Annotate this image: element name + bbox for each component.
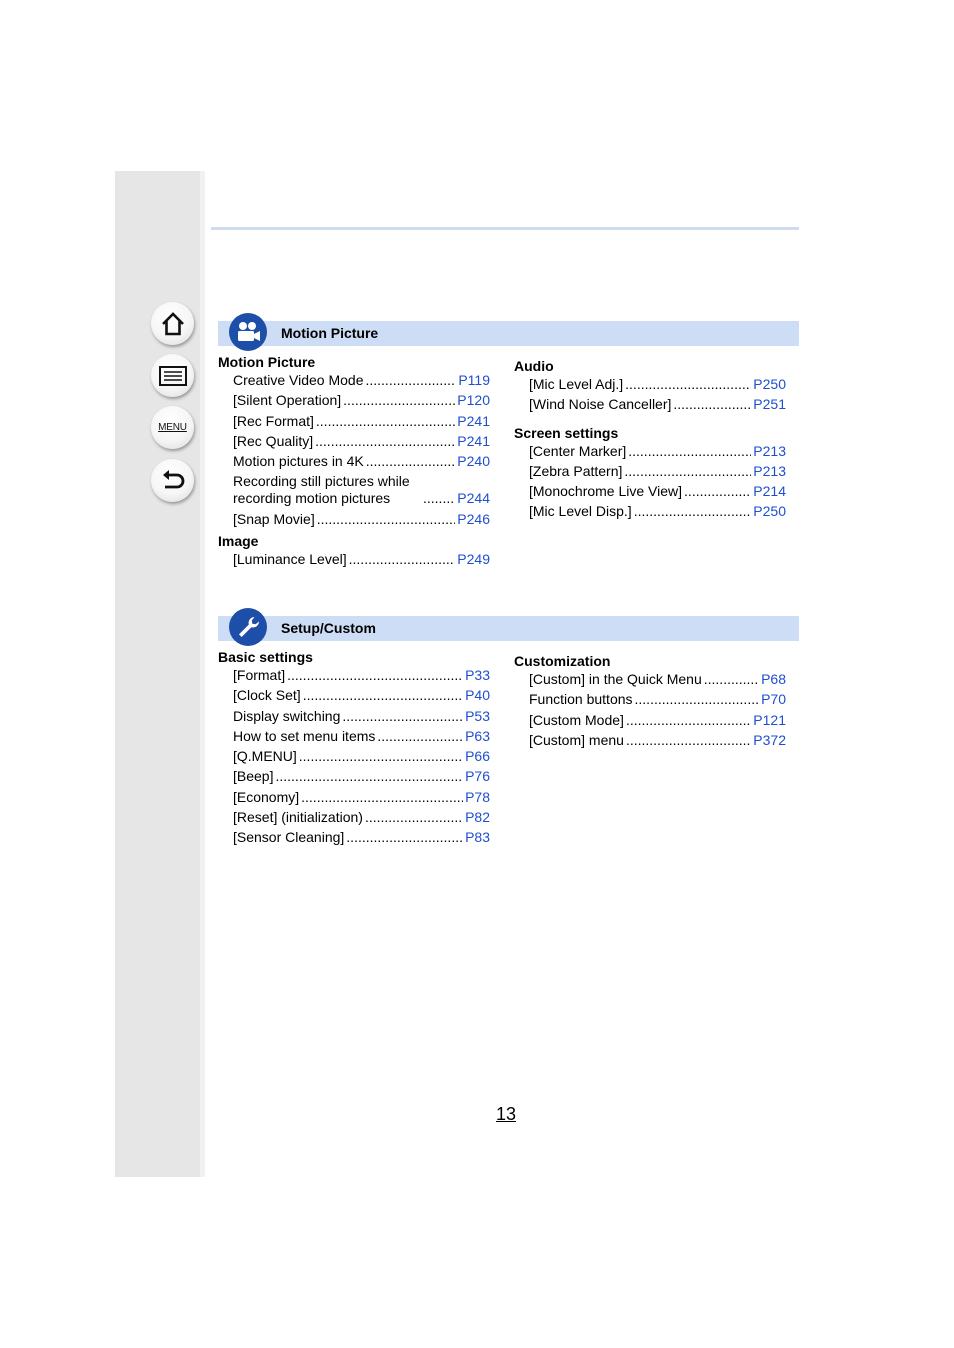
- group-motion-picture: [218, 352, 490, 531]
- page-link[interactable]: P214: [753, 483, 786, 500]
- item-label: [Mic Level Disp.]: [529, 503, 632, 520]
- page-link[interactable]: P78: [465, 788, 490, 805]
- item-label: How to set menu items: [233, 727, 376, 744]
- movie-camera-icon: [229, 313, 267, 351]
- page-link[interactable]: P241: [457, 432, 490, 449]
- leader-dots: [301, 789, 463, 806]
- group-heading: Image: [218, 533, 259, 550]
- setup-custom-left-column: [218, 647, 490, 850]
- leader-dots: [625, 376, 751, 393]
- item-label: [Format]: [233, 667, 286, 683]
- leader-dots: [377, 728, 463, 745]
- leader-dots: [634, 503, 752, 520]
- leader-dots: [626, 712, 751, 729]
- page-link[interactable]: P68: [761, 671, 786, 687]
- wrench-icon: [229, 608, 267, 646]
- list-item[interactable]: [233, 511, 490, 531]
- item-label: [Monochrome Live View]: [529, 483, 683, 500]
- leader-dots: [704, 671, 759, 688]
- page-link[interactable]: P66: [465, 748, 490, 765]
- list-item[interactable]: [233, 748, 490, 768]
- item-label: [Beep]: [233, 768, 274, 785]
- leader-dots: [317, 511, 456, 528]
- group-heading: Screen settings: [514, 424, 619, 441]
- page-link[interactable]: P76: [465, 768, 490, 785]
- group-screen-settings: [514, 423, 786, 524]
- leader-dots: [635, 691, 760, 708]
- home-icon: [159, 310, 187, 338]
- item-label: [Custom Mode]: [529, 711, 624, 728]
- section-bar-motion-picture: [218, 321, 799, 346]
- leader-dots: [287, 667, 463, 684]
- list-item[interactable]: [233, 687, 490, 707]
- page-link[interactable]: P251: [753, 396, 786, 413]
- list-item[interactable]: [233, 728, 490, 748]
- page-link[interactable]: P70: [761, 691, 786, 708]
- leader-dots: [349, 551, 456, 568]
- item-label: [Wind Noise Canceller]: [529, 396, 672, 413]
- header-rule: [211, 227, 799, 230]
- sidebar-edge: [200, 171, 205, 1177]
- setup-custom-right-column: [514, 651, 786, 752]
- item-label: Motion pictures in 4K: [233, 453, 364, 470]
- list-item[interactable]: [233, 667, 490, 687]
- page-link[interactable]: P250: [753, 503, 786, 520]
- page-link[interactable]: P33: [465, 667, 490, 683]
- page-link[interactable]: P40: [465, 687, 490, 704]
- page-number: 13: [496, 1104, 517, 1124]
- list-item[interactable]: [233, 708, 490, 728]
- page-link[interactable]: P63: [465, 727, 490, 744]
- page-link[interactable]: P82: [465, 809, 490, 826]
- page-link[interactable]: P249: [457, 551, 490, 568]
- item-label: [Clock Set]: [233, 687, 301, 704]
- section-bar-setup-custom: [218, 616, 799, 641]
- item-label: Creative Video Mode: [233, 372, 364, 388]
- list-item[interactable]: [233, 372, 490, 392]
- item-label: [Silent Operation]: [233, 392, 342, 409]
- group-customization: [514, 651, 786, 752]
- item-label: Recording still pictures while recording motion pictures: [233, 473, 410, 507]
- item-label: [Mic Level Adj.]: [529, 376, 624, 392]
- list-item[interactable]: [233, 551, 490, 571]
- leader-dots: [366, 453, 456, 470]
- group-image: [218, 531, 490, 571]
- page-link[interactable]: P250: [753, 376, 786, 392]
- leader-dots: [346, 829, 463, 846]
- leader-dots: [275, 768, 463, 785]
- section-title: Setup/Custom: [281, 620, 376, 636]
- leader-dots: [423, 490, 455, 507]
- list-item[interactable]: [529, 396, 786, 416]
- list-item[interactable]: [233, 413, 490, 433]
- leader-dots: [628, 443, 751, 460]
- leader-dots: [303, 687, 463, 704]
- item-label: [Luminance Level]: [233, 551, 347, 568]
- page-link[interactable]: P121: [753, 711, 786, 728]
- leader-dots: [343, 392, 455, 409]
- list-item[interactable]: [529, 503, 786, 523]
- home-button[interactable]: [151, 302, 194, 345]
- group-basic-settings: [218, 647, 490, 850]
- page-link[interactable]: P120: [457, 392, 490, 409]
- group-heading: Motion Picture: [218, 354, 316, 370]
- item-label: [Sensor Cleaning]: [233, 829, 345, 846]
- list-item[interactable]: [529, 443, 786, 463]
- group-heading: Audio: [514, 358, 554, 374]
- leader-dots: [673, 396, 751, 413]
- item-label: [Custom] in the Quick Menu: [529, 671, 702, 687]
- list-icon: [158, 364, 188, 388]
- section-title: Motion Picture: [281, 325, 379, 341]
- page-link[interactable]: P213: [753, 462, 786, 479]
- list-item[interactable]: [233, 829, 490, 849]
- item-label: [Q.MENU]: [233, 748, 297, 765]
- page-link[interactable]: P246: [457, 510, 490, 527]
- leader-dots: [624, 463, 751, 480]
- list-item[interactable]: [529, 712, 786, 732]
- leader-dots: [365, 809, 463, 826]
- list-item[interactable]: [233, 809, 490, 829]
- list-item[interactable]: [233, 392, 490, 412]
- list-item[interactable]: [529, 463, 786, 483]
- group-audio: [514, 356, 786, 417]
- item-label: Function buttons: [529, 691, 633, 708]
- item-label: [Rec Format]: [233, 412, 314, 429]
- list-item[interactable]: [529, 691, 786, 711]
- page-link[interactable]: P372: [753, 731, 786, 748]
- item-label: [Custom] menu: [529, 731, 624, 748]
- leader-dots: [315, 433, 455, 450]
- motion-picture-right-column: [514, 356, 786, 524]
- list-item[interactable]: [233, 768, 490, 788]
- list-item[interactable]: [233, 789, 490, 809]
- item-label: [Reset] (initialization): [233, 809, 363, 826]
- item-label: [Economy]: [233, 788, 300, 805]
- page-link[interactable]: P241: [457, 412, 490, 429]
- page-link[interactable]: P83: [465, 829, 490, 846]
- page-link[interactable]: P53: [465, 707, 490, 724]
- menu-icon: MENU: [158, 422, 187, 433]
- leader-dots: [626, 732, 751, 749]
- item-label: [Snap Movie]: [233, 510, 315, 527]
- page-link[interactable]: P240: [457, 453, 490, 470]
- leader-dots: [684, 483, 751, 500]
- leader-dots: [365, 372, 456, 389]
- group-heading: Customization: [514, 653, 611, 669]
- list-item[interactable]: [233, 433, 490, 453]
- page-link[interactable]: P213: [753, 442, 786, 459]
- group-heading: Basic settings: [218, 649, 313, 665]
- page-link[interactable]: P119: [458, 372, 490, 388]
- leader-dots: [299, 748, 463, 765]
- back-arrow-icon: [159, 467, 187, 495]
- list-item[interactable]: [233, 473, 490, 510]
- menu-button[interactable]: [151, 406, 194, 449]
- list-item[interactable]: [529, 376, 786, 396]
- list-item[interactable]: [233, 453, 490, 473]
- item-label: [Center Marker]: [529, 442, 627, 459]
- page-link[interactable]: P244: [457, 490, 490, 507]
- back-button[interactable]: [151, 459, 194, 502]
- item-label: Display switching: [233, 707, 341, 724]
- list-item[interactable]: [529, 483, 786, 503]
- item-label: [Rec Quality]: [233, 432, 314, 449]
- list-item[interactable]: [529, 671, 786, 691]
- leader-dots: [316, 413, 455, 430]
- motion-picture-left-column: [218, 352, 490, 571]
- item-label: [Zebra Pattern]: [529, 462, 623, 479]
- contents-button[interactable]: [151, 354, 194, 397]
- leader-dots: [342, 708, 463, 725]
- list-item[interactable]: [529, 732, 786, 752]
